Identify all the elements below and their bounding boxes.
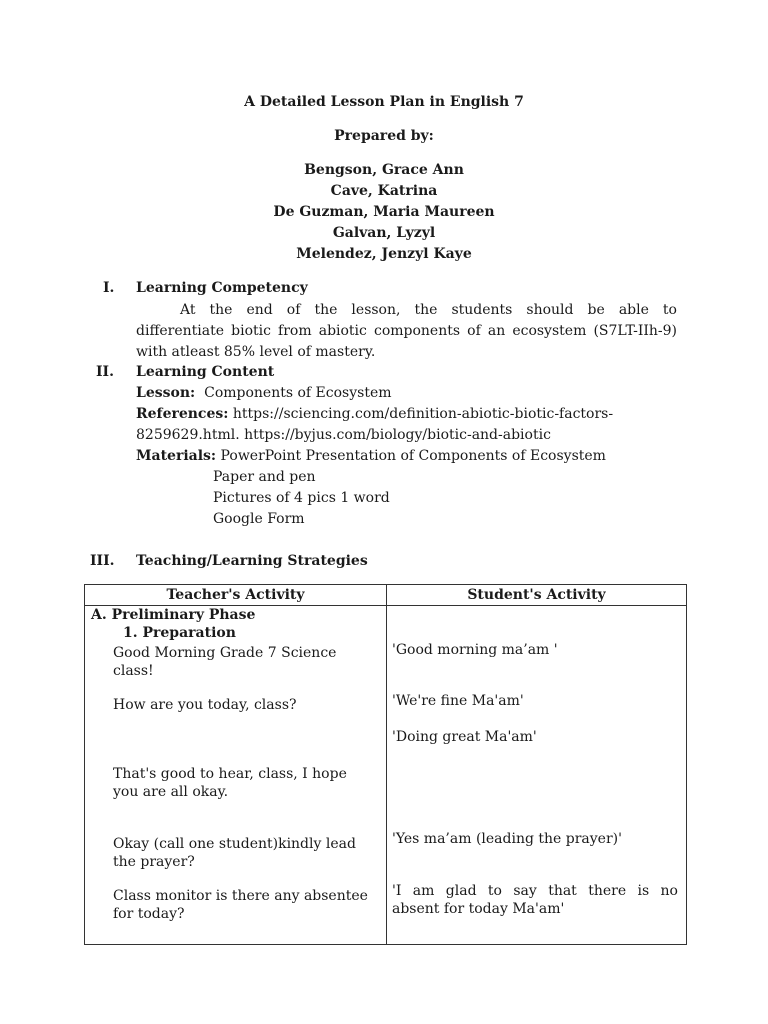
lesson-line (136, 385, 392, 401)
teacher-line: the prayer? (113, 854, 195, 870)
table-header-row (85, 585, 687, 606)
teacher-line: How are you today, class? (113, 697, 297, 713)
section-title-strategies: Teaching/Learning Strategies (136, 553, 368, 569)
author-name: Melendez, Jenzyl Kaye (296, 246, 472, 262)
material-item: PowerPoint Presentation of Components of Ecosystem (220, 448, 606, 464)
author-name: Galvan, Lyzyl (332, 225, 436, 241)
phase-heading: A. Preliminary Phase (91, 607, 256, 623)
teacher-activity-cell (85, 606, 387, 945)
teacher-line: class! (113, 663, 154, 679)
author-name: Cave, Katrina (330, 183, 438, 199)
table-row (85, 606, 687, 945)
lesson-value: Components of Ecosystem (204, 385, 392, 401)
section-numeral: I. (103, 280, 115, 296)
lesson-label: Lesson: (136, 385, 196, 401)
materials-label: Materials: (136, 448, 217, 464)
section-numeral: III. (90, 553, 115, 569)
material-item: Pictures of 4 pics 1 word (213, 490, 390, 506)
sub-phase-heading: 1. Preparation (123, 625, 236, 641)
reference-url: https://sciencing.com/definition-abiotic-biotic-factors- (232, 406, 614, 422)
student-line: absent for today Ma'am' (392, 901, 565, 917)
teacher-line: Okay (call one student)kindly lead (113, 836, 356, 852)
section-title-learning-content: Learning Content (136, 364, 275, 380)
competency-line: At the end of the lesson, the students should be able to (180, 302, 677, 318)
teacher-line: That's good to hear, class, I hope (113, 766, 347, 782)
section-numeral: II. (96, 364, 114, 380)
competency-line: with atleast 85% level of mastery. (136, 344, 376, 360)
teacher-activity-header: Teacher's Activity (85, 585, 387, 606)
activity-table (84, 584, 687, 945)
material-item: Google Form (213, 511, 305, 527)
materials-line (136, 448, 606, 464)
reference-url: 8259629.html. https://byjus.com/biology/biotic-and-abiotic (136, 427, 551, 443)
student-line: 'Doing great Ma'am' (392, 729, 537, 745)
student-line: 'I am glad to say that there is no (392, 883, 678, 899)
competency-line: differentiate biotic from abiotic components of an ecosystem (S7LT-IIh-9) (136, 323, 677, 339)
student-activity-cell (387, 606, 687, 945)
teacher-line: Good Morning Grade 7 Science (113, 645, 337, 661)
author-name: Bengson, Grace Ann (304, 162, 464, 178)
section-title-learning-competency: Learning Competency (136, 280, 308, 296)
teacher-line: for today? (113, 906, 185, 922)
student-line: 'Good morning ma’am ' (392, 642, 558, 658)
author-name: De Guzman, Maria Maureen (273, 204, 495, 220)
material-item: Paper and pen (213, 469, 316, 485)
references-line (136, 406, 613, 422)
student-activity-header: Student's Activity (387, 585, 687, 606)
student-line: 'We're fine Ma'am' (392, 693, 524, 709)
teacher-line: Class monitor is there any absentee (113, 888, 368, 904)
document-title: A Detailed Lesson Plan in English 7 (244, 94, 524, 110)
teacher-line: you are all okay. (113, 784, 229, 800)
prepared-by-label: Prepared by: (334, 128, 434, 144)
student-line: 'Yes ma’am (leading the prayer)' (392, 831, 622, 847)
references-label: References: (136, 406, 229, 422)
